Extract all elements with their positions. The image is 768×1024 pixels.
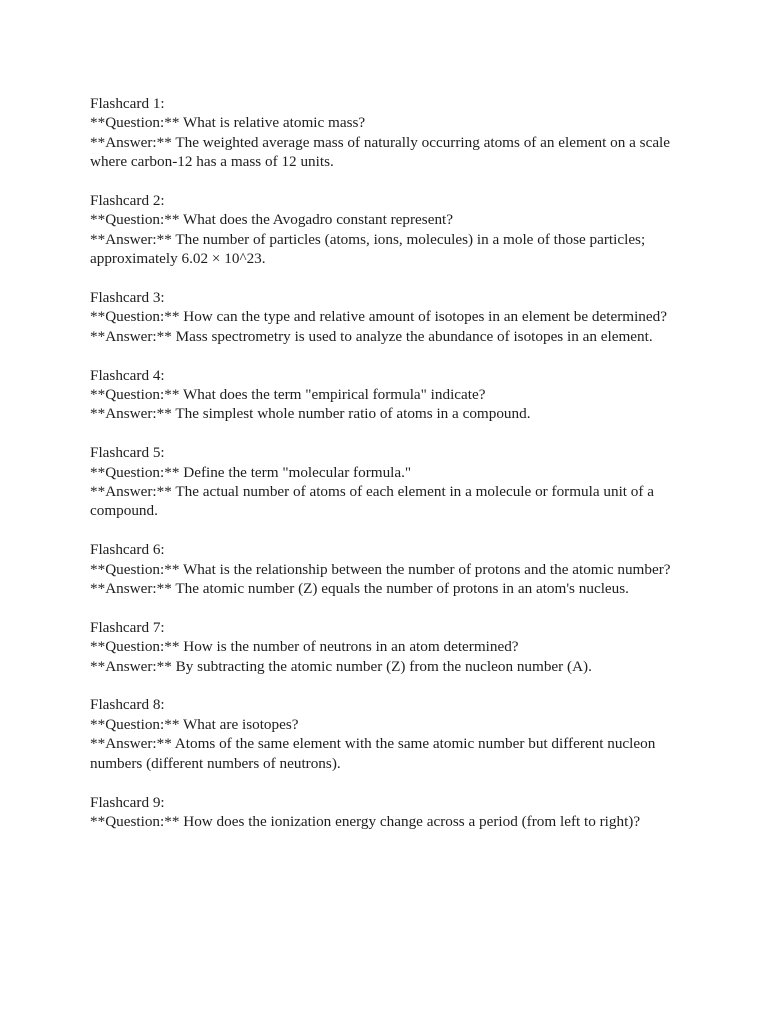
flashcard-answer: **Answer:** Mass spectrometry is used to analyze the abundance of isotopes in an element.	[90, 327, 653, 345]
flashcard-answer: **Answer:** The actual number of atoms of each element in a molecule or formula unit of a compound.	[90, 483, 658, 520]
flashcard-title: Flashcard 6:	[90, 541, 165, 559]
flashcard-title: Flashcard 1:	[90, 95, 165, 112]
flashcard	[90, 540, 690, 598]
flashcard-answer: **Answer:** Atoms of the same element with the same atomic number but different nucleon numbers (different numbers of neutrons).	[90, 735, 660, 772]
flashcard-title: Flashcard 8:	[90, 696, 165, 714]
flashcard-question: **Question:** What does the term "empirical formula" indicate?	[90, 386, 486, 404]
flashcard	[90, 191, 690, 269]
flashcard-question: **Question:** What is the relationship between the number of protons and the atomic number?	[90, 560, 671, 578]
flashcard-answer: **Answer:** The number of particles (atoms, ions, molecules) in a mole of those particles; approximately 6.02 × 10^23.	[90, 230, 649, 268]
flashcard	[90, 618, 690, 676]
flashcard	[90, 94, 690, 172]
flashcard-question: **Question:** What does the Avogadro constant represent?	[90, 211, 454, 229]
document-page	[90, 94, 690, 851]
flashcard-question: **Question:** What is relative atomic mass?	[90, 114, 366, 132]
flashcard	[90, 443, 690, 521]
flashcard	[90, 695, 690, 773]
flashcard-question: **Question:** What are isotopes?	[90, 715, 299, 733]
flashcard-title: Flashcard 4:	[90, 366, 165, 384]
flashcard-title: Flashcard 9:	[90, 793, 165, 811]
flashcard-title: Flashcard 7:	[90, 618, 165, 636]
flashcard-question: **Question:** How is the number of neutrons in an atom determined?	[90, 638, 519, 656]
flashcard	[90, 793, 690, 832]
flashcard-question: **Question:** How can the type and relative amount of isotopes in an element be determined?	[90, 308, 667, 326]
flashcard-answer: **Answer:** The weighted average mass of naturally occurring atoms of an element on a scale where carbon-12 has a mass of 12 units.	[90, 133, 674, 171]
flashcard-title: Flashcard 5:	[90, 444, 165, 462]
flashcard	[90, 288, 690, 346]
flashcard-title: Flashcard 3:	[90, 289, 165, 307]
flashcard-title: Flashcard 2:	[90, 192, 165, 210]
flashcard-answer: **Answer:** The simplest whole number ratio of atoms in a compound.	[90, 405, 531, 423]
flashcard-answer: **Answer:** The atomic number (Z) equals the number of protons in an atom's nucleus.	[90, 580, 629, 598]
flashcard-question: **Question:** Define the term "molecular formula."	[90, 463, 412, 481]
flashcard	[90, 366, 690, 424]
flashcard-question: **Question:** How does the ionization energy change across a period (from left to right)?	[90, 812, 641, 830]
flashcard-answer: **Answer:** By subtracting the atomic number (Z) from the nucleon number (A).	[90, 657, 592, 675]
